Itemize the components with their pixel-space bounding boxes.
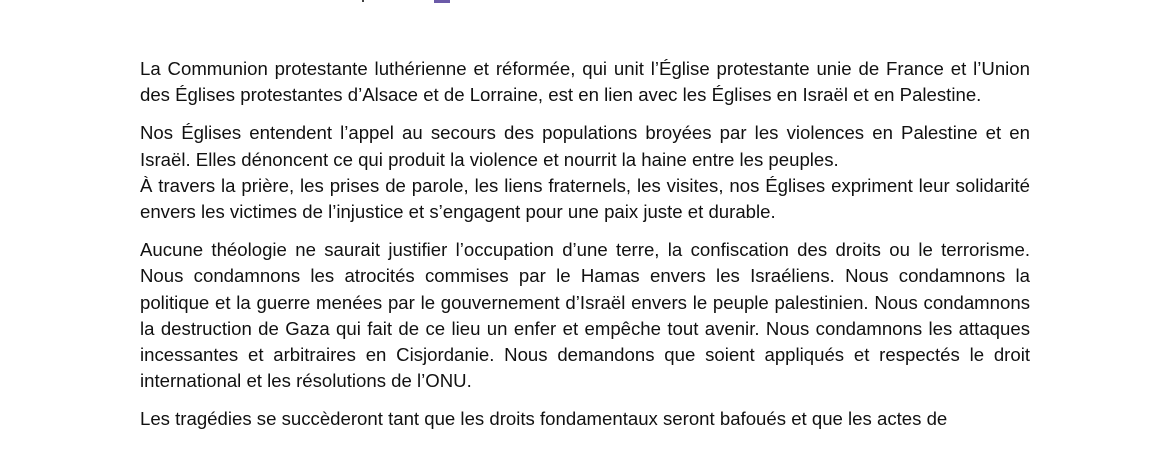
top-edge-fragment: [362, 0, 364, 2]
paragraph-theologie: [140, 237, 1030, 394]
paragraph-tragedies: [140, 406, 1030, 432]
paragraph-communion: [140, 56, 1030, 108]
paragraph-text: La Communion protestante luthérienne et réformée, qui unit l’Église protestante unie de France et l’Union des Églises protestantes d’Alsace et de Lorraine, est en lien avec les Églises en Israël et en Palestine.: [140, 58, 1030, 106]
document-body: [140, 56, 1030, 445]
top-edge-link-fragment: [434, 0, 450, 3]
paragraph-text: À travers la prière, les prises de parole, les liens fraternels, les visites, nos Églises expriment leur solidarité envers les victimes de l’injustice et s’engagent pour une paix juste et durable.: [140, 174, 1030, 223]
paragraph-text: Les tragédies se succèderont tant que les droits fondamentaux seront bafoués et que les actes de: [140, 408, 948, 430]
paragraph-text: Nos Églises entendent l’appel au secours des populations broyées par les violences en Palestine et en Israël. Elles dénoncent ce qui produit la violence et nourrit la haine entre les peuples.: [140, 122, 1030, 170]
paragraph-priere: [140, 173, 1030, 225]
paragraph-appel: [140, 120, 1030, 172]
paragraph-text: Aucune théologie ne saurait justifier l’occupation d’une terre, la confiscation des droits ou le terrorisme. Nous condamnons les atrocités commises par le Hamas envers les Israéliens. Nous condamnons la politique et la guerre menées par le gouvernement d’Israël envers le peuple palestinien. Nous condamnons la destruction de Gaza qui fait de ce lieu un enfer et empêche tout avenir. Nous condamnons les attaques incessantes et arbitraires en Cisjordanie. Nous demandons que soient appliqués et respectés le droit international et les résolutions de l’ONU.: [140, 239, 1030, 392]
